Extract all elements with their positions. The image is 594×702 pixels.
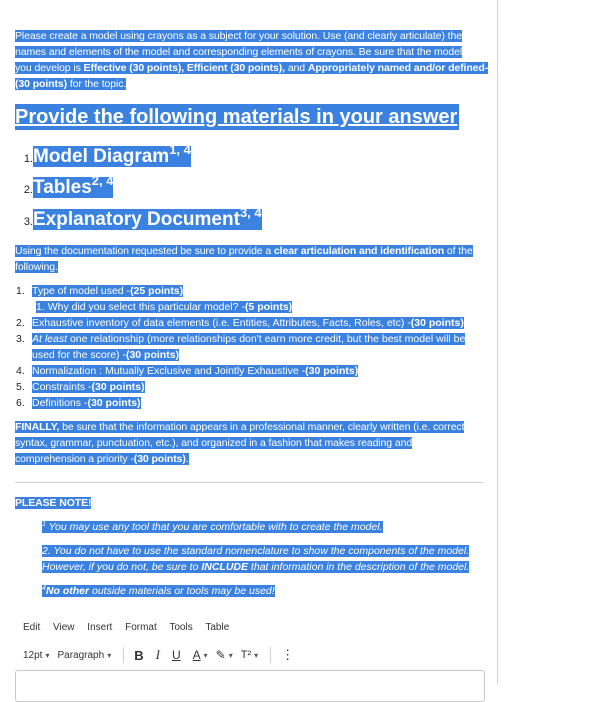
note-4: $^4$No other outside materials or tools may be used! xyxy=(42,585,275,597)
superscript-button[interactable]: T² ▾ xyxy=(240,649,259,661)
chevron-down-icon: ▾ xyxy=(107,650,112,660)
intro-line-4: (30 points) for the topic. xyxy=(15,78,127,90)
answer-editor-area[interactable] xyxy=(15,670,485,702)
material-item-2: 2.Tables$^{2, 4}$ xyxy=(23,173,114,198)
menu-table[interactable]: Table xyxy=(205,622,230,633)
chevron-down-icon: ▾ xyxy=(203,650,208,660)
text-color-button[interactable]: A ▾ xyxy=(192,648,208,662)
toolbar-separator xyxy=(123,647,124,663)
toolbar-separator xyxy=(270,647,271,663)
material-item-1: 1.Model Diagram$^{1, 4}$ xyxy=(23,142,191,167)
note-1: $^1$ You may use any tool that you are comfortable with to create the model. xyxy=(42,521,383,533)
material-item-3: 3.Explanatory Document$^{3, 4}$ xyxy=(23,205,262,230)
more-options-icon[interactable]: ⋮ xyxy=(281,647,295,662)
highlight-color-button[interactable] xyxy=(216,648,233,662)
block-format-select[interactable]: Paragraph ▾ xyxy=(57,649,112,661)
intro-line-2: names and elements of the model and corresponding elements of crayons. Be sure that the model xyxy=(15,46,463,58)
doc-req-line-2: following. xyxy=(15,261,58,273)
finally-line-2: syntax, grammar, punctuation, etc.), and organized in a fashion that makes reading and xyxy=(15,437,413,449)
criteria-item-3-cont: used for the score) -(30 points) xyxy=(32,349,180,361)
menu-tools[interactable]: Tools xyxy=(169,622,193,633)
bold-button[interactable]: B xyxy=(134,647,144,663)
menu-edit[interactable]: Edit xyxy=(23,622,41,633)
italic-button[interactable]: I xyxy=(155,647,160,662)
chevron-down-icon: ▾ xyxy=(228,650,233,660)
section-divider xyxy=(15,482,483,483)
intro-line-1: Please create a model using crayons as a subject for your solution. Use (and clearly articulate) the xyxy=(15,30,462,42)
materials-heading: Provide the following materials in your answer xyxy=(15,106,458,128)
underline-button[interactable]: U xyxy=(171,648,181,662)
chevron-down-icon: ▾ xyxy=(254,650,259,660)
please-note-heading: PLEASE NOTE! xyxy=(15,497,92,509)
finally-line-1: FINALLY, be sure that the information appears in a professional manner, clearly written (i.e. correct xyxy=(15,421,465,433)
criteria-item-1a: 1. Why did you select this particular model? -(5 points) xyxy=(36,301,293,313)
chevron-down-icon: ▾ xyxy=(45,650,50,660)
note-2-line-1: 2. You do not have to use the standard nomenclature to show the components of the model. xyxy=(42,545,470,557)
menu-format[interactable]: Format xyxy=(125,622,157,633)
note-2-line-2: However, if you do not, be sure to INCLUDE that information in the description of the model. xyxy=(42,561,470,573)
finally-line-3: comprehension a priority -(30 points). xyxy=(15,453,189,465)
editor-toolbar xyxy=(23,646,302,664)
criteria-item-3: 3. At least one relationship (more relationships don't earn more credit, but the best model will be xyxy=(16,333,466,345)
criteria-item-1: 1. Type of model used -(25 points) xyxy=(16,285,184,297)
criteria-item-6: 6. Definitions -(30 points) xyxy=(16,397,141,409)
criteria-item-4: 4. Normalization : Mutually Exclusive and Jointly Exhaustive -(30 points) xyxy=(16,365,359,377)
highlighter-icon: ✎ xyxy=(215,648,226,662)
intro-line-3: you develop is Effective (30 points), Efficient (30 points), and Appropriately named and/or defined- xyxy=(15,62,489,74)
menu-view[interactable]: View xyxy=(53,622,75,633)
doc-req-line-1: Using the documentation requested be sure to provide a clear articulation and identification of the xyxy=(15,245,473,257)
menu-insert[interactable]: Insert xyxy=(87,622,113,633)
font-size-select[interactable]: 12pt ▾ xyxy=(23,649,50,661)
criteria-item-5: 5. Constraints -(30 points) xyxy=(16,381,145,393)
editor-menubar xyxy=(23,622,239,633)
criteria-item-2: 2. Exhaustive inventory of data elements (i.e. Entities, Attributes, Facts, Roles, etc) -(30 points) xyxy=(16,317,464,329)
